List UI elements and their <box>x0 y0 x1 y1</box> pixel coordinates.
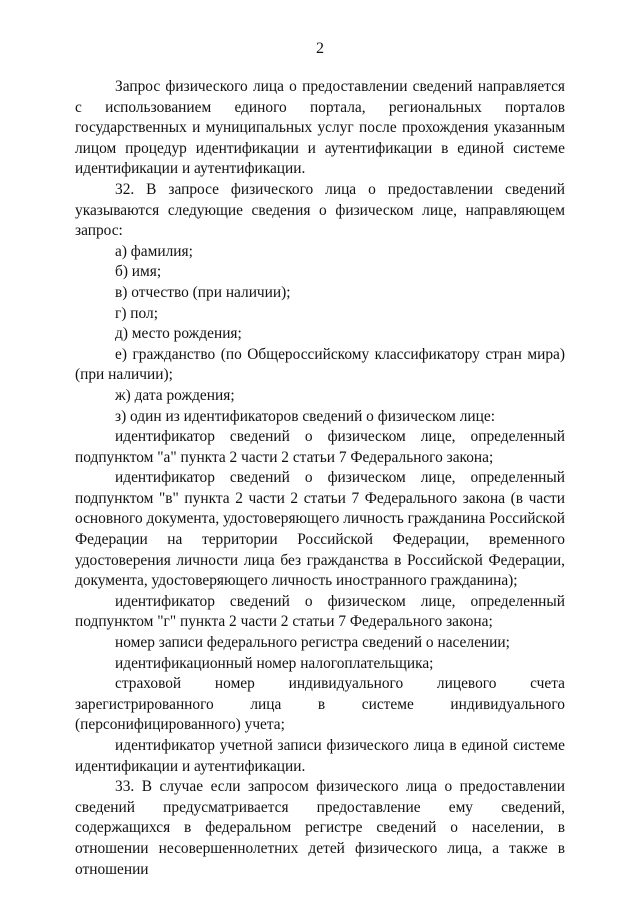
list-item-name: б) имя; <box>115 263 162 281</box>
document-body <box>75 77 565 880</box>
paragraph-33-intro: 33. В случае если запросом физического лица о предоставлении сведений предусматривается предоставление ему сведений, содержащихся в федеральном регистре сведений о населении, в отношении несовершеннолетних детей физического лица, а также в отношении <box>75 778 565 878</box>
list-item-citizenship: е) гражданство (по Общероссийскому классификатору стран мира) (при наличии); <box>75 345 565 384</box>
list-item-identifiers: з) один из идентификаторов сведений о физическом лице: <box>115 407 495 425</box>
list-item-sex: г) пол; <box>115 304 158 322</box>
identifier-subparagraph-g: идентификатор сведений о физическом лице, определенный подпунктом "г" пункта 2 части 2 статьи 7 Федерального закона; <box>75 592 565 631</box>
list-item-patronymic: в) отчество (при наличии); <box>115 283 291 301</box>
list-item-birthdate: ж) дата рождения; <box>115 386 235 404</box>
identifier-snils: страховой номер индивидуального лицевого счета зарегистрированного лица в системе индивидуального (персонифицированного) учета; <box>75 675 565 734</box>
identifier-subparagraph-v: идентификатор сведений о физическом лице, определенный подпунктом "в" пункта 2 части 2 статьи 7 Федерального закона (в части основного документа, удостоверяющего личность гражданина Российской Федерации на территории Российской Федерации, временного удостоверения личности лица без гражданства в Российской Федерации, документа, удостоверяющего личность иностранного гражданина); <box>75 469 565 590</box>
list-item-surname: а) фамилия; <box>115 242 193 260</box>
paragraph-32-intro: 32. В запросе физического лица о предоставлении сведений указываются следующие сведения о физическом лице, направляющем запрос: <box>75 180 565 240</box>
identifier-esia-account: идентификатор учетной записи физического лица в единой системе идентификации и аутентификации. <box>75 737 565 775</box>
identifier-inn: идентификационный номер налогоплательщика; <box>115 654 434 672</box>
identifier-registry-record: номер записи федерального регистра сведений о населении; <box>115 634 510 652</box>
paragraph-request-submission: Запрос физического лица о предоставлении сведений направляется с использованием единого портала, региональных порталов государственных и муниципальных услуг после прохождения указанным лицом процедур идентификации и аутентификации в единой системе идентификации и аутентификации. <box>75 78 565 178</box>
page-number: 2 <box>316 40 324 57</box>
identifier-subparagraph-a: идентификатор сведений о физическом лице, определенный подпунктом "а" пункта 2 части 2 статьи 7 Федерального закона; <box>75 428 565 466</box>
list-item-birthplace: д) место рождения; <box>115 325 242 343</box>
